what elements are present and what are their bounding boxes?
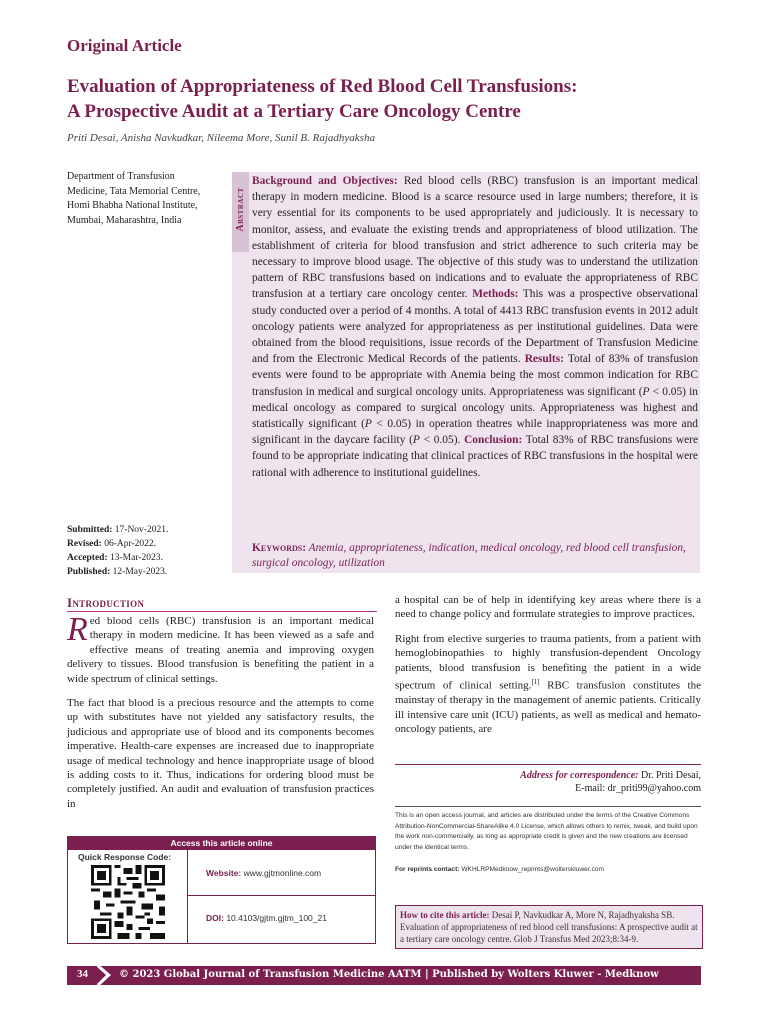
doi-label: DOI: [206,913,224,923]
drop-cap: R [67,611,88,648]
published-label: Published: [67,567,111,577]
intro-paragraph-4a: Right from elective surgeries to trauma patients, from a patient with hemoglobinopathies to highly transfusion-dependent Oncology patients, blood transfusion is benefiting the patient in a wide spectrum of clinical setting. [395,632,701,692]
results-text-4: < 0.05). [419,434,465,447]
p-symbol: P [412,434,420,447]
intro-paragraph-3: a hospital can be of help in identifying key areas where there is a need to change policy and formulate strategies to improve practices. [395,594,701,621]
qr-code-icon[interactable] [91,865,165,939]
keywords [252,541,698,571]
revised-label: Revised: [67,539,102,549]
doi-cell [188,896,375,943]
article-type: Original Article [67,36,182,55]
website-link[interactable]: www.gjtmonline.com [241,868,322,878]
correspondence [395,764,701,795]
website-label: Website: [206,868,242,878]
qr-cell [68,850,188,943]
title-line-1: Evaluation of Appropriateness of Red Blood Cell Transfusions: [67,76,578,97]
affiliation: Department of Transfusion Medicine, Tata Memorial Centre, Homi Bhabha National Institute, Mumbai, Maharashtra, India [67,171,201,226]
revised-date: 06-Apr-2022. [104,539,156,549]
doi-link[interactable]: 10.4103/gjtm.gjtm_100_21 [223,913,327,923]
introduction-heading: Introduction [67,595,145,610]
footer-text: © 2023 Global Journal of Transfusion Medicine AATM | Published by Wolters Kluwer - Medknow [119,969,659,980]
chevron-inner-icon [96,966,106,985]
how-to-cite [395,905,703,949]
citation-ref[interactable]: [1] [531,678,540,687]
access-box [67,836,376,944]
qr-label: Quick Response Code: [78,852,172,862]
title-line-2: A Prospective Audit at a Tertiary Care Oncology Centre [67,101,521,122]
reprints-contact [395,866,701,873]
intro-paragraph-2: The fact that blood is a precious resource and the attempts to come up with substitutes have not yielded any satisfactory results, the judicious and appropriate use of blood and its components becomes imperative. Health-care expenses are increased due to inappropriate usage of medical technology and hence inappropriate usage of blood is adding costs to it. Thus, indications for ordering blood must be completely justified. An audit and evaluation of transfusion practices in [67,697,374,810]
submitted-label: Submitted: [67,525,113,535]
article-dates [67,523,232,579]
accepted-date: 13-Mar-2023. [110,553,163,563]
background-heading: Background and Objectives: [252,175,398,187]
background-text: Red blood cells (RBC) transfusion is an important medical therapy in modern medicine. Blood is a scarce resource used in large numbers; therefore, it is very essential for its components to be used appropriately and judiciously. It is necessary to monitor, assess, and evaluate the existing trends and appropriateness of blood utilization. The establishment of criteria for blood transfusion and strict adherence to such criteria may be necessary to improve blood usage. The objective of this study was to understand the utilization pattern of RBC transfusions based on indications and to evaluate the appropriateness of RBC transfusion at a tertiary care oncology center. [252,175,699,301]
access-heading: Access this article online [68,837,375,850]
reprints-label: For reprints contact: [395,866,460,873]
intro-paragraph-1: ed blood cells (RBC) transfusion is an important medical therapy in modern medicine. It has been viewed as a safe and effective means of treating anemia and improving oxygen delivery to tissues. Blood transfusion is benefiting the patient in a wide spectrum of clinical settings. [67,615,374,685]
submitted-date: 17-Nov-2021. [114,525,169,535]
cite-label: How to cite this article: [400,910,490,920]
left-column [67,611,374,821]
methods-text: This was a prospective observational study conducted over a period of 4 months. A total of 4413 RBC transfusion events in 2012 adult oncology patients were analyzed for appropriateness as per institutional guidelines. Data were obtained from the blood requisitions, issue records of the Department of Transfusion Medicine and from the Electronic Medical Records of the patients. [252,288,699,366]
conclusion-heading: Conclusion: [464,434,523,447]
introduction-rule [67,611,377,612]
cite-text: Desai P, Navkudkar A, More N, Rajadhyaksha SB. Evaluation of appropriateness of red blood cell transfusions: A prospective audit at a tertiary care oncology centre. Glob J Transfus Med 2023;8:34-9. [400,910,698,944]
abstract-text [252,173,698,481]
authors: Priti Desai, Anisha Navkudkar, Nileema More, Sunil B. Rajadhyaksha [67,132,375,144]
correspondence-label: Address for correspondence: [520,770,639,781]
abstract-tab [232,172,249,252]
results-text-2: < 0.05) in medical oncology as compared to surgical oncology units. Appropriateness was highest and statistically significant ( [252,385,698,431]
p-symbol: P [642,385,650,398]
conclusion-text: Total 83% of RBC transfusions were found to be appropriate indicating that clinical practices of RBC transfusions in the hospital were rational with adherence to institutional guidelines. [252,434,698,479]
keywords-label: Keywords: [252,542,306,554]
results-heading: Results: [524,353,564,366]
article-title [67,74,707,124]
accepted-label: Accepted: [67,553,108,563]
correspondence-email[interactable]: E-mail: dr_priti99@yahoo.com [575,783,701,794]
results-text-1: Total of 83% of transfusion events were found to be appropriate with Anemia being the most common indication for RBC transfusion in medical and surgical oncology units. Appropriateness was significant ( [252,353,699,398]
abstract-tab-label: Abstract [235,187,246,232]
page-number: 34 [77,968,88,980]
reprints-email[interactable]: WKHLRPMedknow_reprints@wolterskluwer.com [459,866,604,873]
results-text-3: < 0.05) in operation theatres while inappropriateness was more and significant in the daycare facility ( [252,418,698,447]
website-cell [188,850,375,896]
published-date: 12-May-2023. [112,567,168,577]
keywords-values: Anemia, appropriateness, indication, medical oncology, red blood cell transfusion, surgical oncology, utilization [252,542,686,569]
correspondence-name: Dr. Priti Desai, [638,770,701,781]
page-footer [67,966,701,985]
license-notice: This is an open access journal, and articles are distributed under the terms of the Creative Commons Attribution-NonCommercial-ShareAlike 4.0 License, which allows others to remix, tweak, and build upon the work non-commercially, as long as appropriate credit is given and the new creations are licensed under the identical terms. [395,806,701,853]
right-column [395,593,701,746]
intro-paragraph-4b: RBC transfusion constitutes the mainstay of therapy in the management of anemic patients. Critically ill intensive care unit (ICU) patients, as well as medical and hemato-oncology patients, are [395,679,701,735]
p-symbol: P [364,418,372,431]
methods-heading: Methods: [472,288,519,301]
